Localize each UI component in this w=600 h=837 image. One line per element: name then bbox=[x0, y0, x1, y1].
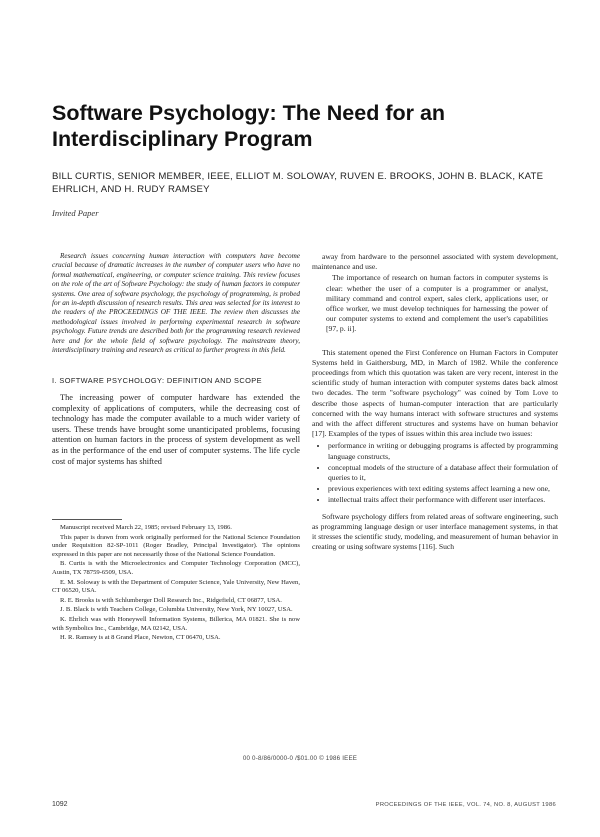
footnote: K. Ehrlich was with Honeywell Information Systems, Billerica, MA 01821. She is now with Symbolics Inc., Cambridge, MA 02142, USA. bbox=[52, 615, 300, 632]
spacer bbox=[312, 336, 558, 348]
body-left-column bbox=[52, 393, 300, 467]
page-number: 1092 bbox=[52, 801, 68, 808]
footnotes bbox=[52, 524, 300, 644]
right-column bbox=[312, 252, 558, 553]
list-item: • performance in writing or debugging programs is affected by programming language constructs, bbox=[328, 441, 558, 461]
footnote-divider bbox=[52, 519, 122, 520]
list-item: • conceptual models of the structure of a database affect their formulation of queries to it, bbox=[328, 463, 558, 483]
footnote: Manuscript received March 22, 1985; revised February 13, 1986. bbox=[60, 524, 232, 531]
footnote: B. Curtis is with the Microelectronics and Computer Technology Corporation (MCC), Austin, TX 78759-6509, USA. bbox=[52, 560, 300, 576]
block-quote bbox=[326, 273, 548, 334]
footnote: This paper is drawn from work originally performed for the National Science Foundation under Requisition 82-SP-1011 (Roger Bradley, Principal Investigator). The opinions expressed in this paper are not necessarily those of the National Science Foundation. bbox=[52, 533, 300, 558]
quote-text: The importance of research on human factors in computer systems is clear: whether the user of a computer is a programmer or analyst, military command and control expert, sales clerk, applications user, or office worker, we must develop techniques for harnessing the power of our computer systems to extend and complement the user's capabilities [97, p. ii]. bbox=[326, 273, 548, 334]
intro-paragraph: The increasing power of computer hardware has extended the complexity of applications of computers, while the decreasing cost of technology has made the computer available to a much wider variety of users. These trends have brought some unanticipated problems, focusing attention on human factors in the process of system development as well as in the performance of the end user of computer systems. The life cycle cost of major systems has shifted bbox=[52, 393, 300, 466]
issue-list bbox=[312, 441, 558, 505]
footnote: R. E. Brooks is with Schlumberger Doll Research Inc., Ridgefield, CT 06877, USA. bbox=[60, 596, 282, 604]
section-heading: I. SOFTWARE PSYCHOLOGY: DEFINITION AND SCOPE bbox=[52, 376, 262, 385]
right-column-top: away from hardware to the personnel associated with system development, maintenance and use. bbox=[312, 252, 558, 272]
paper-title: Software Psychology: The Need for an Interdisciplinary Program bbox=[52, 101, 446, 151]
footnote: J. B. Black is with Teachers College, Columbia University, New York, NY 10027, USA. bbox=[60, 606, 293, 614]
right-column-bottom: Software psychology differs from related areas of software engineering, such as programming language design or user interface management systems, in that it stresses the scientific study, modeling, and measurement of human behavior in creating or using software systems [116]. Such bbox=[312, 511, 558, 552]
copyright-line: 00 0-8/86/0000-0 /$01.00 © 1986 IEEE bbox=[242, 755, 358, 762]
right-column-paragraph: This statement opened the First Conference on Human Factors in Computer Systems held in Gaithersburg, MD, in March of 1982. While the conference proceedings from which this quotation was taken are very recent, interest in the scientific study of human interaction with computer systems dates back almost two decades. The term "software psychology" was coined by Tom Love to describe those aspects of human-computer interaction that are particularly concerned with the way humans interact with software structures and systems and with the affect different structures and systems have on human behavior [17]. Examples of the types of issues within this area include two issues: bbox=[312, 347, 558, 439]
footnote: E. M. Soloway is with the Department of Computer Science, Yale University, New Haven, CT 06520, USA. bbox=[52, 578, 300, 595]
author-list: BILL CURTIS, SENIOR MEMBER, IEEE, ELLIOT M. SOLOWAY, RUVEN E. BROOKS, JOHN B. BLACK, KATE EHRLICH, AND H. RUDY RAMSEY bbox=[52, 171, 544, 195]
running-footer: PROCEEDINGS OF THE IEEE, VOL. 74, NO. 8, AUGUST 1986 bbox=[375, 802, 556, 808]
invited-paper-label: Invited Paper bbox=[52, 208, 99, 218]
footnote: H. R. Ramsey is at 8 Grand Place, Newton, CT 06470, USA. bbox=[60, 634, 221, 642]
abstract-text: Research issues concerning human interaction with computers have become crucial because of dramatic increases in the number of computer users who have no formal mathematical, engineering, or computer science training. This review focuses on the role of the art of Software Psychology: the study of human factors in computer systems. One area of software psychology, the psychology of programming, is probed for an in-depth discussion of research results. This area was selected for its interest to the readers of the PROCEEDINGS OF THE IEEE. The review then discusses the methodological issues involved in performing experimental research in software psychology. Future trends are described both for the programming research reviewed here and for the whole field of software psychology. The mainstream theory, interdisciplinary training and research as critical to further progress in this field. bbox=[52, 252, 300, 355]
list-item: • previous experiences with text editing systems affect learning a new one, bbox=[328, 484, 558, 494]
abstract bbox=[52, 252, 300, 355]
list-item: • intellectual traits affect their performance with different user interfaces. bbox=[328, 495, 558, 505]
